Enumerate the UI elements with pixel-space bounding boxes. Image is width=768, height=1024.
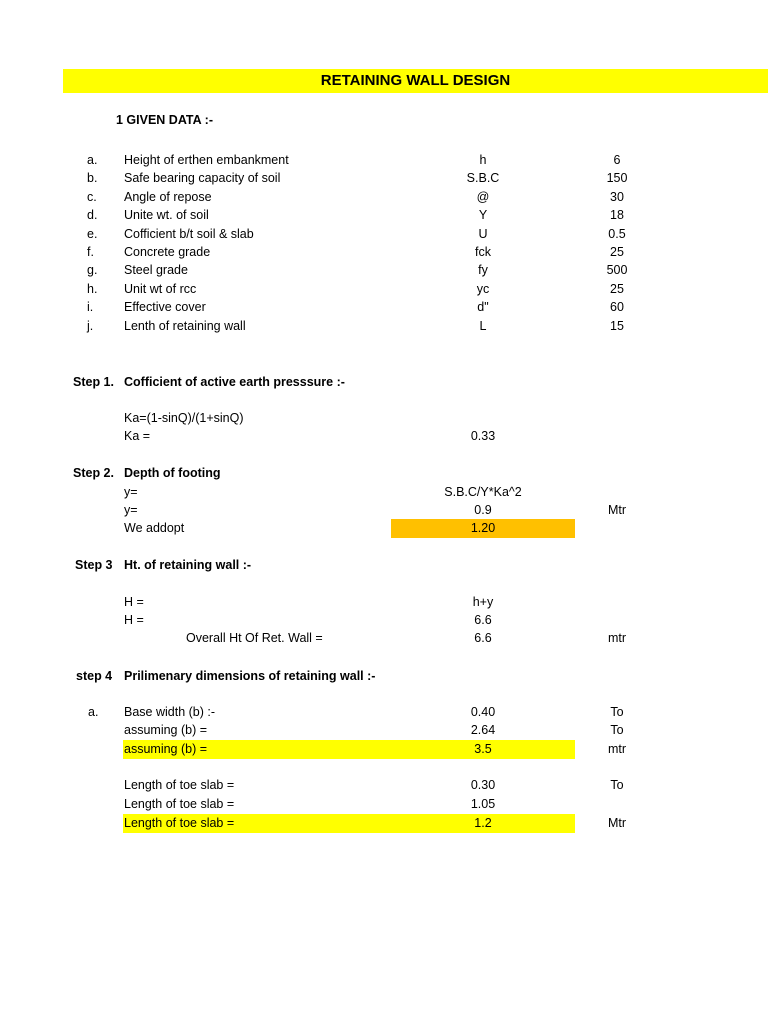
given-row-value: 30 — [610, 190, 624, 204]
given-row-index: b. — [87, 171, 98, 185]
given-row-label: Angle of repose — [124, 190, 212, 204]
step4-index: a. — [88, 705, 99, 719]
given-row-symbol: U — [478, 227, 488, 241]
assuming-b-unit: To — [610, 723, 624, 737]
given-row-index: f. — [87, 245, 94, 259]
toe-slab-unit: To — [610, 778, 624, 792]
given-row-index: d. — [87, 208, 98, 222]
given-row-value: 18 — [610, 208, 624, 222]
given-row-index: e. — [87, 227, 98, 241]
given-row-label: Cofficient b/t soil & slab — [124, 227, 254, 241]
given-row-index: c. — [87, 190, 97, 204]
base-width-label: Base width (b) :- — [124, 705, 216, 719]
toe-slab-value-2: 1.05 — [470, 797, 496, 811]
given-row-symbol: fy — [478, 263, 488, 277]
assuming-b-final-value: 3.5 — [474, 742, 492, 756]
given-row-symbol: L — [479, 319, 487, 333]
given-row-label: Lenth of retaining wall — [124, 319, 246, 333]
given-row-index: h. — [87, 282, 98, 296]
given-row-symbol: h — [479, 153, 487, 167]
h-formula-label: H = — [124, 595, 144, 609]
given-row-value: 500 — [606, 263, 628, 277]
y-formula-value: S.B.C/Y*Ka^2 — [444, 485, 522, 499]
h-label: H = — [124, 613, 144, 627]
overall-height-label: Overall Ht Of Ret. Wall = — [186, 631, 323, 645]
step3-heading: Ht. of retaining wall :- — [124, 558, 252, 572]
ka-value: 0.33 — [470, 429, 496, 443]
given-row-label: Unite wt. of soil — [124, 208, 209, 222]
given-row-index: g. — [87, 263, 98, 277]
given-row-symbol: S.B.C — [466, 171, 500, 185]
adopt-value: 1.20 — [470, 521, 496, 535]
given-row-index: j. — [87, 319, 94, 333]
toe-slab-label: Length of toe slab = — [124, 778, 235, 792]
adopt-label: We addopt — [124, 521, 185, 535]
base-width-unit: To — [610, 705, 624, 719]
given-row-symbol: @ — [476, 190, 490, 204]
given-row-symbol: d" — [477, 300, 489, 314]
assuming-b-label: assuming (b) = — [124, 723, 208, 737]
overall-height-value: 6.6 — [474, 631, 492, 645]
given-row-value: 6 — [613, 153, 621, 167]
toe-slab-final-unit: Mtr — [607, 816, 627, 830]
base-width-value: 0.40 — [470, 705, 496, 719]
given-row-label: Unit wt of rcc — [124, 282, 197, 296]
y-formula-label: y= — [124, 485, 138, 499]
toe-slab-label-2: Length of toe slab = — [124, 797, 235, 811]
given-row-value: 15 — [610, 319, 624, 333]
assuming-b-final-label: assuming (b) = — [124, 742, 208, 756]
step2-heading: Depth of footing — [124, 466, 221, 480]
given-data-heading: 1 GIVEN DATA :- — [116, 113, 213, 127]
overall-height-unit: mtr — [607, 631, 627, 645]
h-formula-value: h+y — [472, 595, 494, 609]
given-row-label: Height of erthen embankment — [124, 153, 289, 167]
y-unit: Mtr — [607, 503, 627, 517]
ka-formula: Ka=(1-sinQ)/(1+sinQ) — [124, 411, 244, 425]
assuming-b-final-unit: mtr — [607, 742, 627, 756]
given-row-value: 150 — [606, 171, 628, 185]
given-row-label: Safe bearing capacity of soil — [124, 171, 281, 185]
toe-slab-final-label: Length of toe slab = — [124, 816, 235, 830]
given-row-index: i. — [87, 300, 94, 314]
given-row-label: Steel grade — [124, 263, 188, 277]
step1-number: Step 1. — [73, 375, 114, 389]
given-row-value: 0.5 — [608, 227, 626, 241]
assuming-b-value: 2.64 — [470, 723, 496, 737]
given-row-label: Effective cover — [124, 300, 206, 314]
given-row-value: 60 — [610, 300, 624, 314]
given-row-symbol: yc — [476, 282, 490, 296]
given-row-symbol: fck — [475, 245, 491, 259]
step3-number: Step 3 — [75, 558, 113, 572]
step4-heading: Prilimenary dimensions of retaining wall :- — [124, 669, 376, 683]
given-row-value: 25 — [610, 282, 624, 296]
given-row-label: Concrete grade — [124, 245, 211, 259]
page-title: RETAINING WALL DESIGN — [320, 72, 511, 89]
toe-slab-final-value: 1.2 — [474, 816, 492, 830]
y-value: 0.9 — [474, 503, 492, 517]
step4-number: step 4 — [76, 669, 113, 683]
step2-number: Step 2. — [73, 466, 114, 480]
given-row-value: 25 — [610, 245, 624, 259]
toe-slab-value: 0.30 — [470, 778, 496, 792]
ka-label: Ka = — [124, 429, 151, 443]
y-label: y= — [124, 503, 138, 517]
step1-heading: Cofficient of active earth presssure :- — [124, 375, 345, 389]
h-value: 6.6 — [474, 613, 492, 627]
given-row-index: a. — [87, 153, 98, 167]
given-row-symbol: Y — [478, 208, 488, 222]
